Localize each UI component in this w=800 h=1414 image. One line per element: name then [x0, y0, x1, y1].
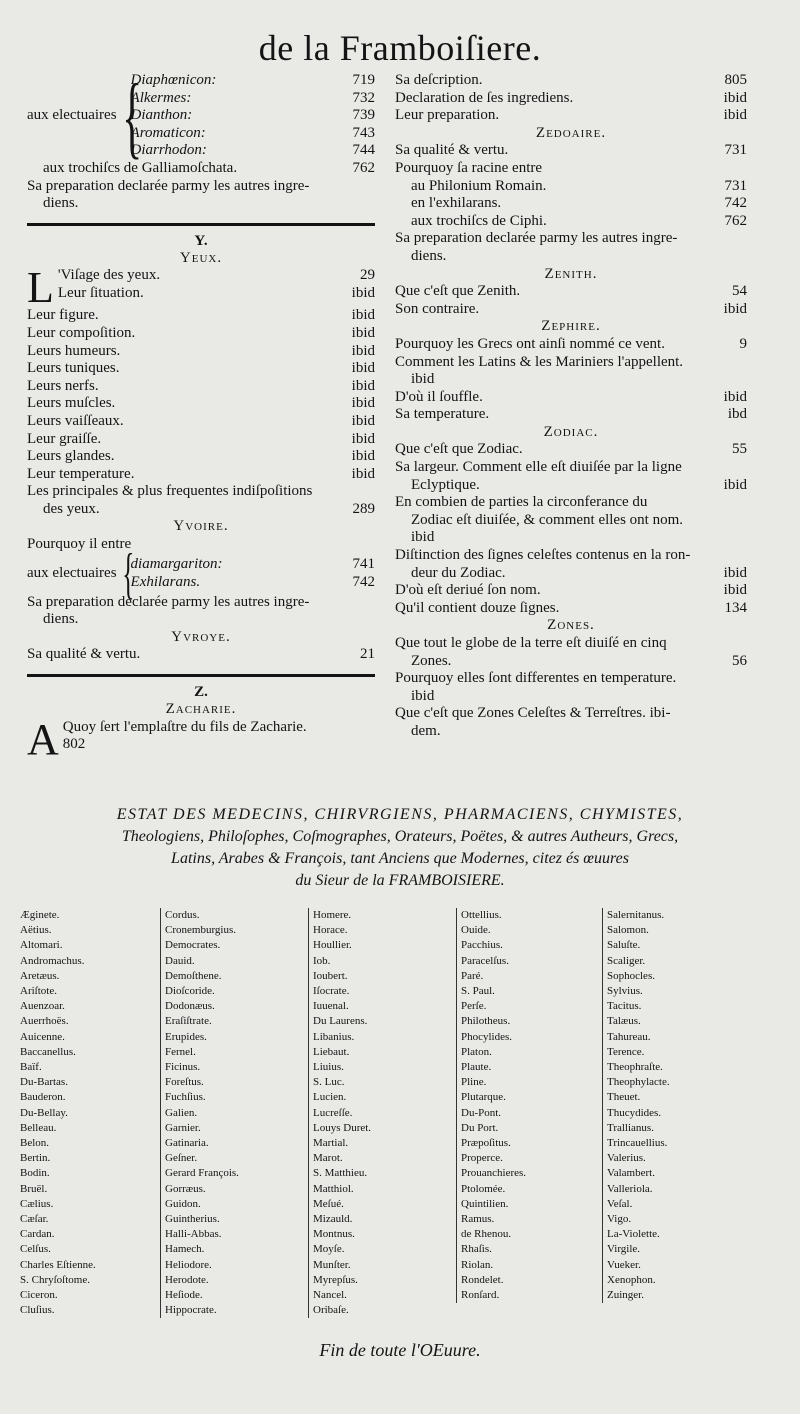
author-name: Homere. [313, 909, 352, 921]
index-entry: Sa preparation declarée parmy les autres ingre- [27, 593, 310, 610]
index-entry: Zones. 56 [411, 652, 747, 669]
index-entry: Comment les Latins & les Mariniers l'appellent. [395, 353, 684, 370]
author-name: Theophylacte. [607, 1076, 670, 1089]
index-entry: Qu'il contient douze ſignes. 134 [395, 599, 747, 616]
author-name: Theophraſte. [607, 1061, 663, 1074]
author-name: Baccanellus. [20, 1045, 76, 1058]
author-name: Guidon. [165, 1197, 201, 1210]
author-name: Matthiol. [313, 1182, 354, 1195]
author-name: Lucreſſe. [313, 1106, 353, 1119]
author-name: Pacchius. [461, 939, 503, 952]
author-name: Charles Eſtienne. [20, 1258, 96, 1271]
author-name: S. Paul. [461, 985, 495, 998]
yvoire-label: aux electuaires [27, 565, 117, 582]
index-entry: Sa preparation declarée parmy les autres ingre- [395, 230, 678, 247]
author-name: Dioſcoride. [165, 985, 215, 998]
author-name: Cardan. [20, 1228, 55, 1241]
section-heading-zedoaire: Zedoaire. [535, 124, 607, 141]
index-entry: diens. [43, 195, 79, 212]
section-heading-zephire: Zephire. [541, 318, 601, 335]
author-name: Sophocles. [607, 969, 655, 982]
author-name: Libanius. [313, 1030, 355, 1043]
author-name: Munſter. [313, 1258, 351, 1271]
author-name: Valerius. [607, 1152, 646, 1165]
author-name: Hippocrate. [165, 1304, 217, 1317]
index-entry: Leur compoſition. ibid [27, 324, 375, 341]
author-name: Aretæus. [20, 969, 60, 982]
author-name: Rondelet. [461, 1273, 504, 1286]
author-name: La-Violette. [607, 1228, 660, 1241]
index-entry: Leur figure. ibid [27, 307, 375, 324]
author-name: Ottellius. [461, 909, 502, 921]
author-name: Lucien. [313, 1091, 347, 1104]
index-entry: 'Viſage des yeux. 29 [57, 267, 375, 284]
author-name: Dodonæus. [165, 1000, 215, 1013]
author-name: Salomon. [607, 924, 649, 937]
right-top-list [395, 72, 747, 125]
index-entry: Leurs muſcles. ibid [27, 395, 375, 412]
author-name: S. Luc. [313, 1076, 345, 1089]
author-name: Plutarque. [461, 1091, 506, 1104]
drop-cap: A [27, 714, 59, 764]
index-entry: Zodiac eſt diuiſée, & comment elles ont nom. [411, 511, 684, 528]
index-entry: Leurs nerfs. ibid [27, 377, 375, 394]
index-entry: Sa qualité & vertu. 21 [27, 646, 375, 663]
author-name: Heliodore. [165, 1258, 212, 1271]
author-name: Veſal. [607, 1197, 633, 1210]
brace-icon: { [121, 542, 134, 605]
author-name: Ouide. [461, 924, 491, 937]
author-name: Fuchſius. [165, 1091, 206, 1104]
author-name: Liuius. [313, 1061, 344, 1074]
index-entry: En combien de parties la circonferance du [395, 494, 648, 511]
author-name: Myrepſus. [313, 1273, 358, 1286]
colophon: Fin de toute l'OEuure. [319, 1340, 481, 1360]
index-entry: Pourquoy ſa racine entre [395, 159, 543, 176]
section-heading-zenith: Zenith. [544, 265, 598, 282]
author-name: Foreſtus. [165, 1076, 204, 1089]
index-entry: Les principales & plus frequentes indiſpoſitions [27, 483, 313, 500]
author-name: Pline. [461, 1076, 487, 1089]
author-name: Ciceron. [20, 1289, 58, 1302]
author-name: Oribaſe. [313, 1304, 349, 1317]
index-entry: Que c'eſt que Zones Celeſtes & Terreſtres. ibi- [395, 705, 671, 722]
author-name: Celſus. [20, 1243, 51, 1256]
author-name: S. Chryſoſtome. [20, 1273, 90, 1286]
author-name: Nancel. [313, 1289, 347, 1302]
author-name: Saluſte. [607, 939, 641, 952]
author-name: Democrates. [165, 939, 221, 952]
zedoaire-list [395, 178, 747, 231]
index-entry: Sa preparation declarée parmy les autres ingre- [27, 177, 310, 194]
author-name: Du-Bellay. [20, 1106, 68, 1119]
author-name: Properce. [461, 1152, 503, 1165]
author-name: Iob. [313, 954, 331, 967]
authors-heading-line: du Sieur de la FRAMBOISIERE. [295, 872, 505, 889]
authors-column [456, 908, 601, 1303]
letter-heading-z: Z. [194, 684, 208, 701]
author-name: Guintherius. [165, 1213, 220, 1226]
author-name: Erupides. [165, 1030, 207, 1043]
index-entry: en l'exhilarans. 742 [411, 195, 747, 212]
index-entry: D'où eſt deriué ſon nom. ibid [395, 582, 747, 599]
index-entry: Diarrhodon: 744 [130, 142, 375, 159]
authors-column [308, 908, 453, 1318]
index-entry: Leurs vaiſſeaux. ibid [27, 412, 375, 429]
author-name: Perſe. [461, 1000, 487, 1013]
index-entry: aux trochiſcs de Ciphi. 762 [411, 212, 747, 229]
page-title: de la Framboiſiere. [258, 28, 542, 68]
index-entry: Declaration de ſes ingrediens. ibid [395, 89, 747, 106]
author-name: Gerard François. [165, 1167, 239, 1180]
index-entry: Leur ſituation. ibid [57, 284, 375, 301]
author-name: Theuet. [607, 1091, 641, 1104]
author-name: Trincauellius. [607, 1137, 668, 1150]
author-name: Aëtius. [20, 924, 52, 937]
index-entry: Pourquoy il entre [27, 536, 132, 553]
author-name: Meſué. [313, 1197, 344, 1210]
author-name: Martial. [313, 1137, 349, 1150]
author-name: Bauderon. [20, 1091, 66, 1104]
author-name: Virgile. [607, 1243, 641, 1256]
section-heading-yvoire: Yvoire. [173, 518, 229, 535]
index-entry: Que tout le globe de la terre eſt diuiſé en cinq [395, 635, 667, 651]
author-name: Bertin. [20, 1152, 51, 1165]
author-name: Valambert. [607, 1167, 655, 1180]
index-entry: Exhilarans. 742 [130, 573, 375, 590]
index-entry: diens. [411, 247, 447, 264]
index-entry: Diſtinction des ſignes celeſtes contenus en la ron- [395, 547, 691, 564]
author-name: Riolan. [461, 1258, 494, 1271]
brace-icon: { [121, 64, 142, 167]
author-name: Cluſius. [20, 1304, 55, 1317]
index-entry: ibid [411, 687, 435, 704]
author-name: Bodin. [20, 1167, 50, 1180]
index-entry: ibid [411, 529, 435, 546]
author-name: Ficinus. [165, 1061, 201, 1074]
author-name: Gatinaria. [165, 1137, 209, 1150]
index-entry: Leur graiſſe. ibid [27, 430, 375, 447]
author-name: Thucydides. [607, 1106, 662, 1119]
zephire-list [395, 389, 747, 424]
author-name: Platon. [461, 1045, 492, 1058]
authors-heading-line: Theologiens, Philoſophes, Coſmographes, Orateurs, Poëtes, & autres Autheurs, Grecs, [121, 828, 679, 845]
yvoire-list [131, 556, 375, 591]
drop-cap: L [27, 263, 54, 313]
index-entry: Leur preparation. ibid [395, 107, 747, 124]
author-name: Demoſthene. [165, 969, 222, 982]
index-entry: Pourquoy elles ſont differentes en temperature. [395, 670, 677, 687]
author-name: Trallianus. [607, 1121, 654, 1134]
author-name: Ioubert. [313, 969, 348, 982]
author-name: Liebaut. [313, 1045, 350, 1058]
author-name: Belleau. [20, 1121, 57, 1134]
author-name: Cæſar. [20, 1213, 49, 1226]
author-name: de Rhenou. [461, 1228, 512, 1241]
author-name: Baïf. [20, 1061, 42, 1074]
author-name: Ariſtote. [20, 985, 57, 998]
author-name: Talæus. [607, 1015, 641, 1028]
author-name: Louys Duret. [313, 1121, 372, 1134]
author-name: Iſocrate. [313, 985, 350, 998]
index-entry: Que c'eſt que Zenith. 54 [395, 283, 747, 300]
author-name: Garnier. [165, 1121, 201, 1134]
author-name: Valleriola. [607, 1182, 653, 1195]
author-name: Fernel. [165, 1045, 196, 1058]
section-heading-yvroye: Yvroye. [171, 628, 231, 645]
index-entry: Aromaticon: 743 [130, 124, 375, 141]
author-name: Du Port. [461, 1121, 499, 1134]
authors-column [20, 908, 160, 1318]
index-entry: aux trochiſcs de Galliamoſchata. 762 [43, 159, 375, 176]
index-entry: des yeux. 289 [43, 500, 375, 517]
letter-heading-y: Y. [194, 232, 208, 249]
author-name: Mizauld. [313, 1213, 353, 1226]
author-name: Marot. [313, 1152, 343, 1165]
index-entry: dem. [411, 722, 441, 739]
author-name: Sylvius. [607, 985, 643, 998]
authors-heading-line: Latins, Arabes & François, tant Anciens que Modernes, citez és œuures [171, 850, 629, 867]
author-name: Paracelſus. [461, 954, 509, 967]
author-name: Æginete. [20, 909, 60, 921]
author-name: Auicenne. [20, 1030, 65, 1043]
author-name: Tahureau. [607, 1030, 651, 1043]
section-rule [27, 223, 375, 226]
index-entry: 802 [62, 736, 86, 753]
author-name: Bruël. [20, 1182, 48, 1195]
electuaires-list [131, 72, 375, 160]
section-heading-yeux: Yeux. [179, 249, 223, 266]
author-name: Tacitus. [607, 1000, 642, 1013]
author-name: Prouanchieres. [461, 1167, 527, 1180]
index-entry: Sa largeur. Comment elle eſt diuiſée par la ligne [395, 459, 682, 476]
author-name: Herodote. [165, 1273, 209, 1286]
author-name: Vigo. [607, 1213, 632, 1226]
author-name: Heſiode. [165, 1289, 203, 1302]
section-heading-zacharie: Zacharie. [165, 701, 237, 718]
author-name: Dauid. [165, 954, 195, 967]
author-name: Plaute. [461, 1061, 492, 1074]
author-name: Xenophon. [607, 1273, 656, 1286]
author-name: S. Matthieu. [313, 1167, 368, 1180]
author-name: Phocylides. [461, 1030, 513, 1043]
electuaires-group [27, 64, 375, 167]
index-entry: Pourquoy les Grecs ont ainſi nommé ce vent. 9 [395, 335, 747, 352]
yeux-first-block [27, 263, 375, 313]
author-name: Andromachus. [20, 954, 85, 967]
author-name: Quintilien. [461, 1197, 509, 1210]
yeux-list [27, 307, 375, 483]
author-name: Paré. [461, 969, 484, 982]
author-name: Altomari. [20, 939, 63, 952]
author-name: Geſner. [165, 1152, 198, 1165]
author-name: Horace. [313, 924, 348, 937]
index-entry: Que c'eſt que Zodiac. 55 [395, 441, 747, 458]
author-name: Houllier. [313, 939, 352, 952]
index-column-right [395, 72, 747, 741]
index-entry: Eclyptique. ibid [411, 476, 747, 493]
author-name: Cronemburgius. [165, 924, 236, 937]
index-entry: Alkermes: 732 [130, 89, 375, 106]
author-name: Philotheus. [461, 1015, 511, 1028]
authors-column [602, 908, 747, 1303]
author-name: Du-Pont. [461, 1106, 502, 1119]
author-name: Halli-Abbas. [165, 1228, 222, 1241]
section-rule [27, 674, 375, 677]
index-entry: diens. [43, 611, 79, 628]
index-column-left [27, 64, 375, 764]
author-name: Eraſiſtrate. [165, 1015, 212, 1028]
author-name: Iuuenal. [313, 1000, 349, 1013]
index-entry: Diaphœnicon: 719 [130, 72, 375, 88]
author-name: Scaliger. [607, 954, 646, 967]
author-name: Præpoſitus. [461, 1137, 511, 1150]
index-entry: Son contraire. ibid [395, 300, 747, 317]
index-entry: deur du Zodiac. ibid [411, 564, 747, 581]
section-heading-zodiac: Zodiac. [543, 423, 599, 440]
author-name: Ramus. [461, 1213, 495, 1226]
index-entry: Leurs humeurs. ibid [27, 342, 375, 359]
index-entry: ibid [411, 371, 435, 388]
index-entry: diamargariton: 741 [130, 556, 375, 573]
author-name: Montnus. [313, 1228, 355, 1241]
index-entry: Leur temperature. ibid [27, 465, 375, 482]
index-entry: Leurs tuniques. ibid [27, 360, 375, 377]
authors-heading [0, 804, 800, 892]
author-name: Auenzoar. [20, 1000, 65, 1013]
author-name: Vueker. [607, 1258, 641, 1271]
author-name: Du-Bartas. [20, 1076, 68, 1089]
index-entry: Sa temperature. ibd [395, 406, 747, 423]
index-entry: Sa deſcription. 805 [395, 72, 747, 88]
index-entry: Leurs glandes. ibid [27, 448, 375, 465]
author-name: Auerrhoës. [20, 1015, 69, 1028]
section-heading-zones: Zones. [547, 617, 595, 634]
author-name: Cordus. [165, 909, 200, 921]
author-name: Salernitanus. [607, 909, 665, 921]
index-entry: Quoy ſert l'emplaſtre du fils de Zacharie. [62, 718, 307, 735]
index-entry: au Philonium Romain. 731 [411, 177, 747, 194]
zacharie-block [27, 714, 375, 764]
author-name: Cælius. [20, 1197, 54, 1210]
index-entry: D'où il ſouffle. ibid [395, 388, 747, 405]
author-name: Ptolomée. [461, 1182, 506, 1195]
author-name: Hamech. [165, 1243, 205, 1256]
electuaires-label: aux electuaires [27, 107, 117, 124]
author-name: Belon. [20, 1137, 50, 1150]
author-name: Moyſe. [313, 1243, 345, 1256]
author-name: Galien. [165, 1106, 198, 1119]
author-name: Zuinger. [607, 1289, 644, 1302]
index-entry: Dianthon: 739 [130, 107, 375, 124]
author-name: Rhaſis. [461, 1243, 492, 1256]
author-name: Du Laurens. [313, 1015, 368, 1028]
authors-column [160, 908, 305, 1318]
index-entry: Sa qualité & vertu. 731 [395, 142, 747, 159]
author-name: Ronſard. [461, 1289, 500, 1302]
author-name: Terence. [607, 1045, 645, 1058]
authors-heading-line: ESTAT DES MEDECINS, CHIRVRGIENS, PHARMACIENS, CHYMISTES, [116, 806, 684, 823]
author-name: Gorræus. [165, 1182, 206, 1195]
zenith-list [395, 283, 747, 318]
